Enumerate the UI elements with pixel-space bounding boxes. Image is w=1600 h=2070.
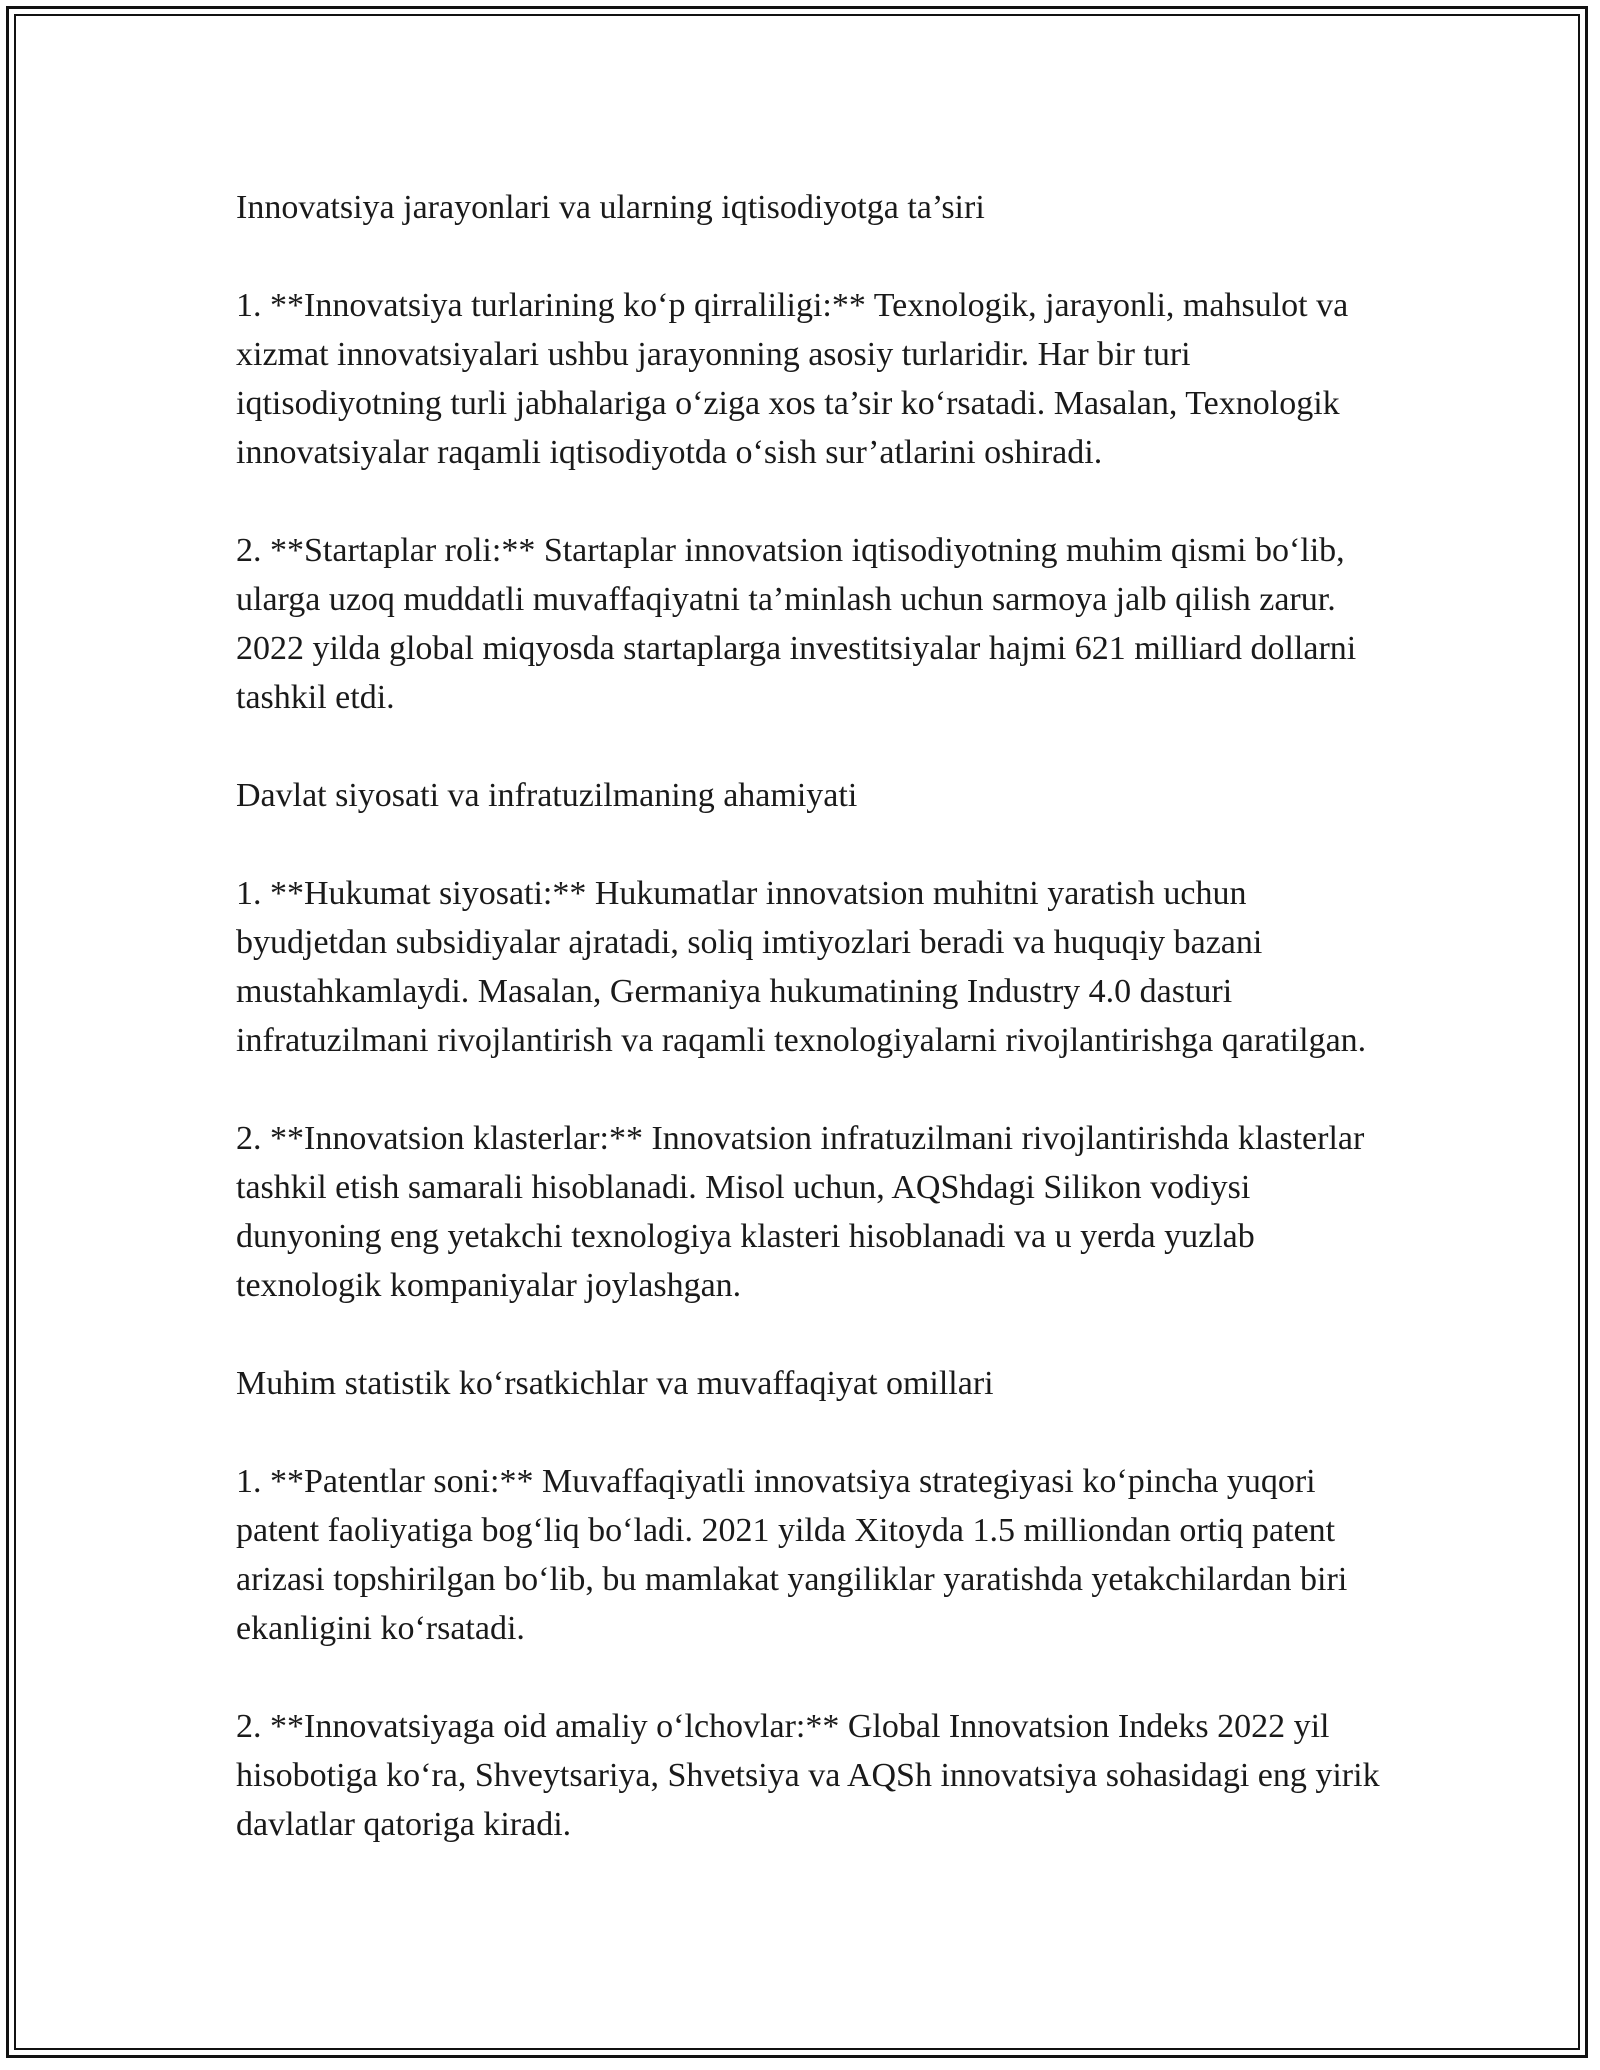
section-heading-state-policy: Davlat siyosati va infratuzilmaning ahamiyati: [236, 777, 858, 814]
paragraph-innovation-measures: 2. **Innovatsiyaga oid amaliy o‘lchovlar:** Global Innovatsion Indeks 2022 yil hisobotiga ko‘ra, Shveytsariya, Shvetsiya va AQSh innovatsiya sohasidagi eng yirik davlatlar qatoriga kiradi.: [236, 1708, 1380, 1843]
paragraph-government-policy: 1. **Hukumat siyosati:** Hukumatlar innovatsion muhitni yaratish uchun byudjetdan subsidiyalar ajratadi, soliq imtiyozlari beradi va huquqiy bazani mustahkamlaydi. Masalan, Germaniya hukumatining Industry 4.0 dasturi infratuzilmani rivojlantirish va raqamli texnologiyalarni rivojlantirishga qaratilgan.: [236, 875, 1367, 1059]
paragraph-innovation-clusters: 2. **Innovatsion klasterlar:** Innovatsion infratuzilmani rivojlantirishda klasterlar tashkil etish samarali hisoblanadi. Misol uchun, AQShdagi Silikon vodiysi dunyoning eng yetakchi texnologiya klasteri hisoblanadi va u yerda yuzlab texnologik kompaniyalar joylashgan.: [236, 1120, 1365, 1304]
paragraph-innovation-types: 1. **Innovatsiya turlarining ko‘p qirraliligi:** Texnologik, jarayonli, mahsulot va xizmat innovatsiyalari ushbu jarayonning asosiy turlaridir. Har bir turi iqtisodiyotning turli jabhalariga o‘ziga xos ta’sir ko‘rsatadi. Masalan, Texnologik innovatsiyalar raqamli iqtisodiyotda o‘sish sur’atlarini oshiradi.: [236, 287, 1349, 471]
section-heading-innovation-processes: Innovatsiya jarayonlari va ularning iqtisodiyotga ta’siri: [236, 189, 985, 226]
section-heading-statistics: Muhim statistik ko‘rsatkichlar va muvaffaqiyat omillari: [236, 1365, 994, 1402]
paragraph-startups-role: 2. **Startaplar roli:** Startaplar innovatsion iqtisodiyotning muhim qismi bo‘lib, ularga uzoq muddatli muvaffaqiyatni ta’minlash uchun sarmoya jalb qilish zarur. 2022 yilda global miqyosda startaplarga investitsiyalar hajmi 621 milliard dollarni tashkil etdi.: [236, 532, 1357, 716]
document-body: [236, 183, 1381, 1849]
paragraph-patents: 1. **Patentlar soni:** Muvaffaqiyatli innovatsiya strategiyasi ko‘pincha yuqori patent faoliyatiga bog‘liq bo‘ladi. 2021 yilda Xitoyda 1.5 milliondan ortiq patent arizasi topshirilgan bo‘lib, bu mamlakat yangiliklar yaratishda yetakchilardan biri ekanligini ko‘rsatadi.: [236, 1463, 1348, 1647]
